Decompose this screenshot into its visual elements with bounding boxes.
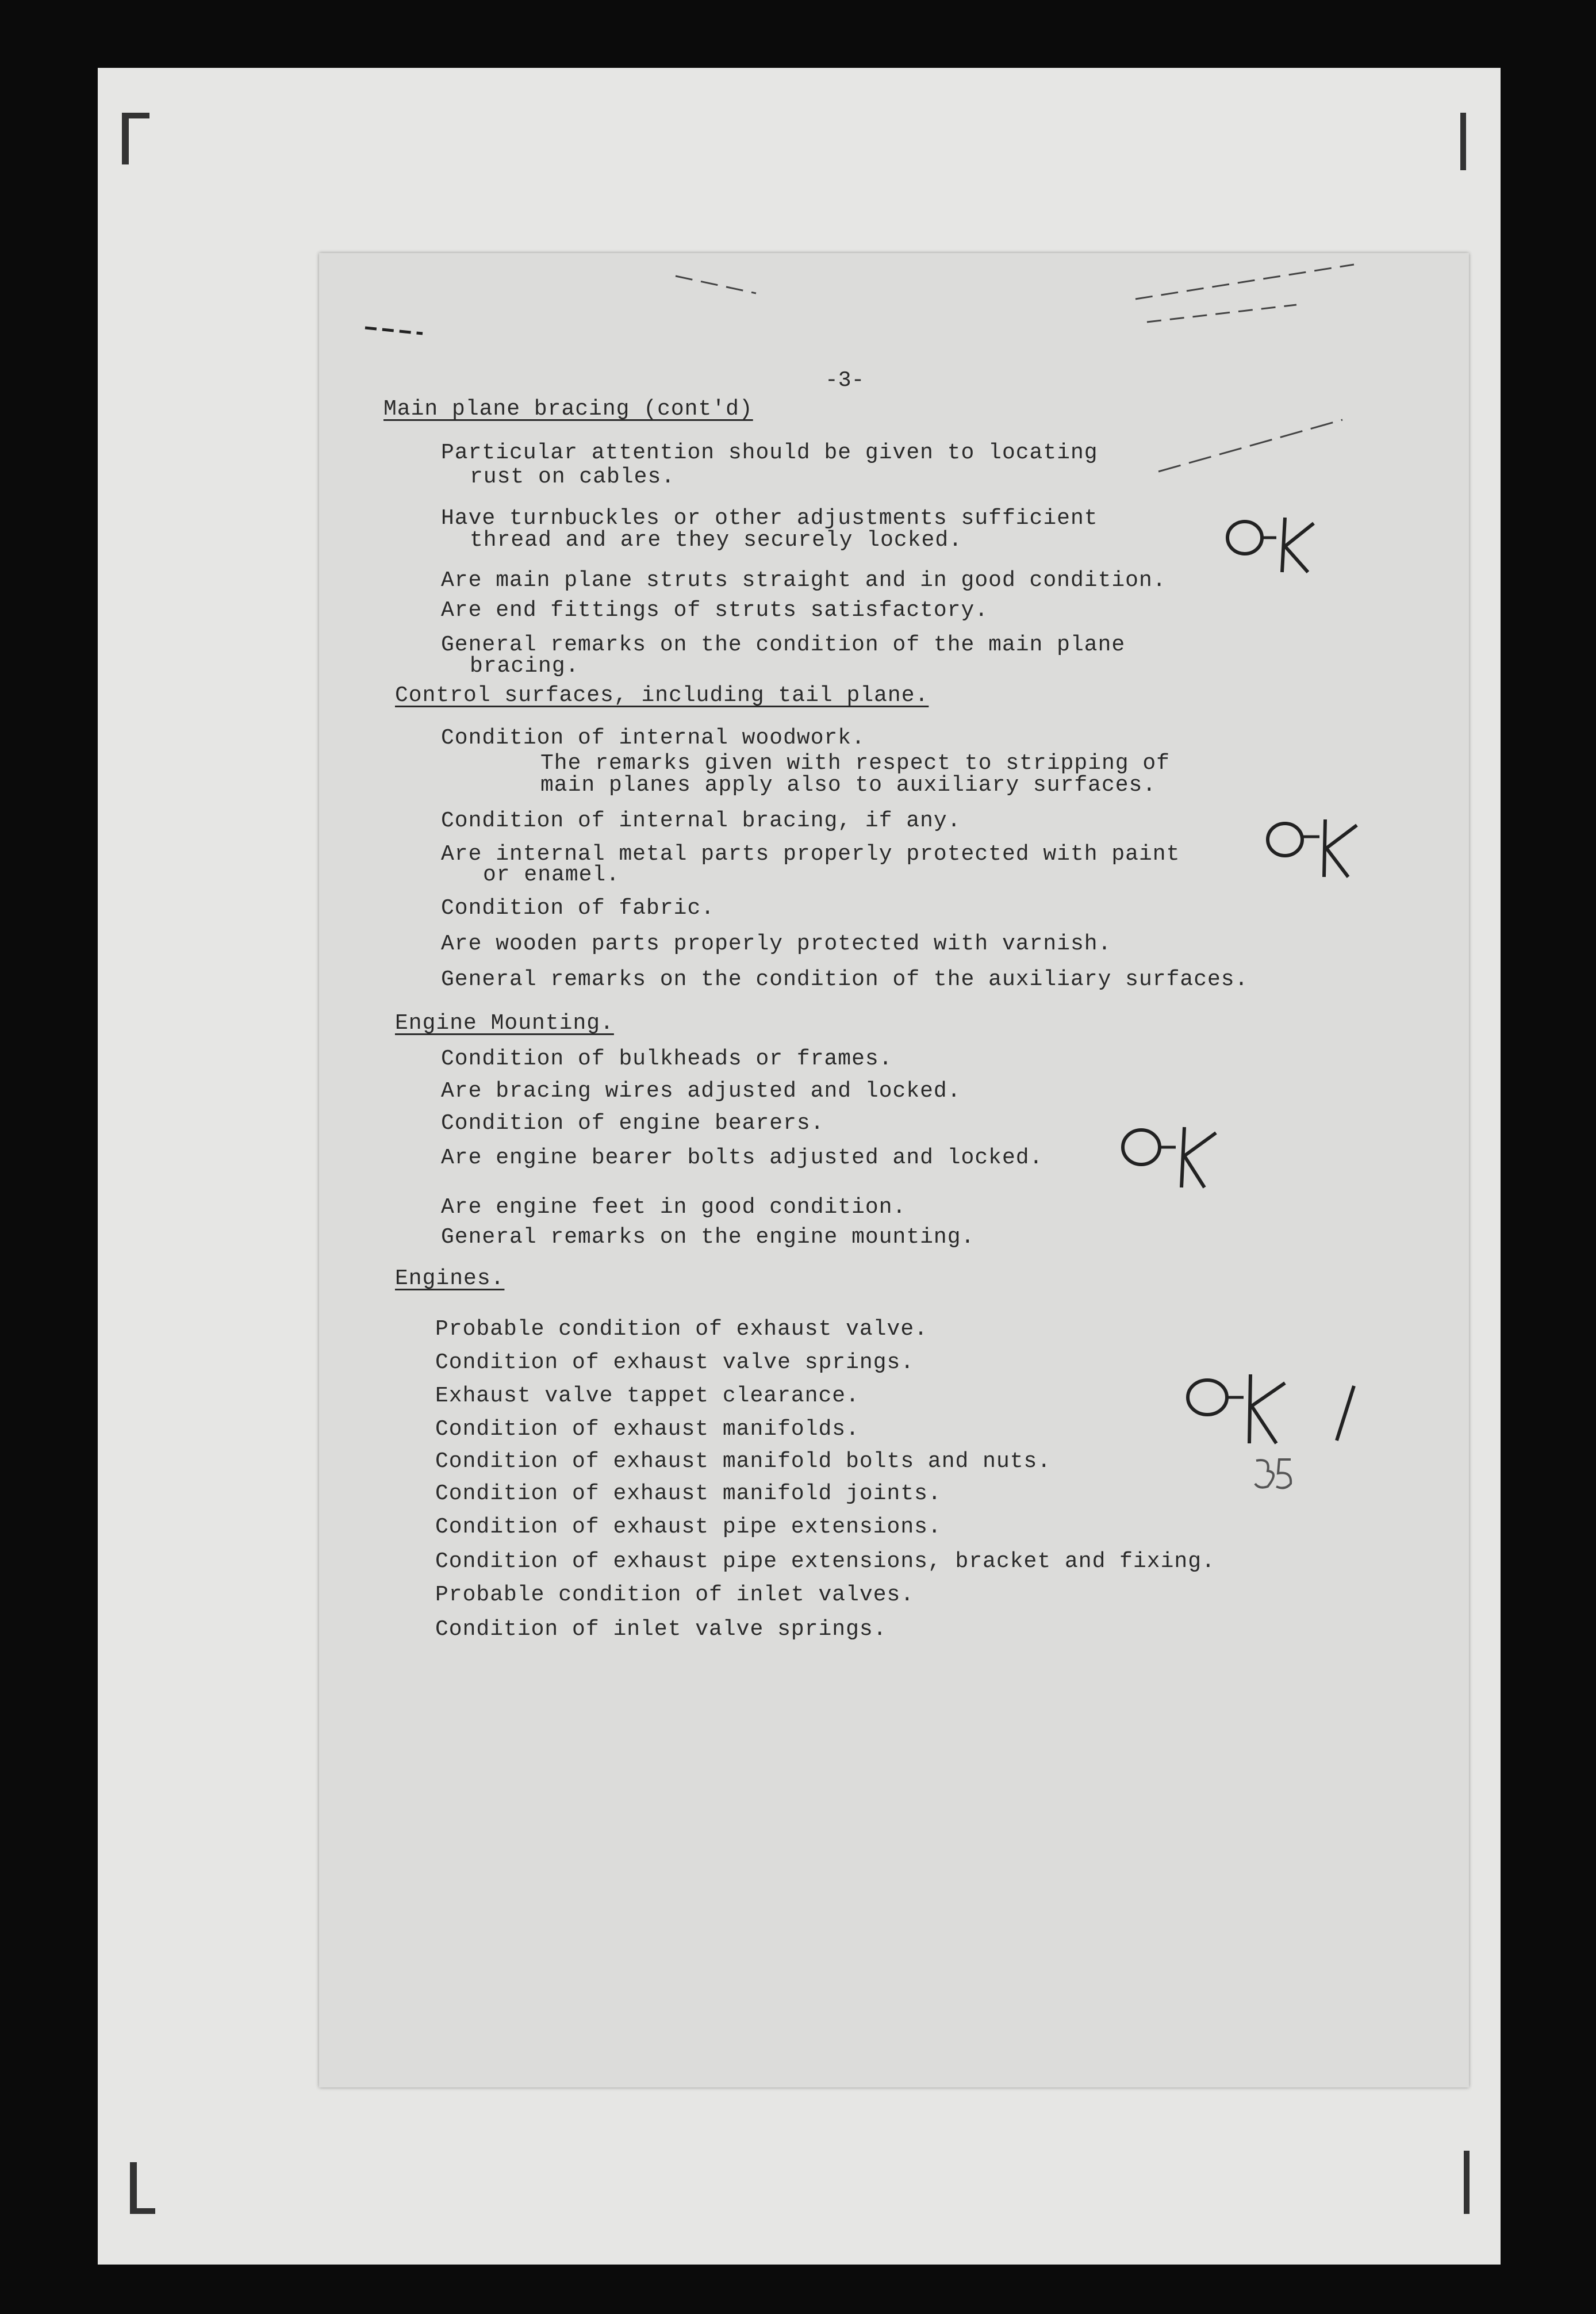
text-line: main planes apply also to auxiliary surfaces. <box>540 773 1157 798</box>
handwritten-ok-mark <box>1118 1116 1233 1196</box>
text-line: Are wooden parts properly protected with varnish. <box>441 932 1112 956</box>
text-line: General remarks on the condition of the auxiliary surfaces. <box>441 967 1249 992</box>
crop-mark-bottom-left-h <box>130 2208 155 2214</box>
text-line: Condition of exhaust manifold joints. <box>435 1481 942 1506</box>
text-line: or enamel. <box>483 863 620 887</box>
text-line: General remarks on the engine mounting. <box>441 1225 975 1250</box>
handwritten-ok-mark <box>1222 506 1337 581</box>
text-line: rust on cables. <box>470 465 676 489</box>
page-number: -3- <box>825 368 865 393</box>
crop-mark-top-left-h <box>122 113 149 118</box>
section-heading: Main plane bracing (cont'd) <box>383 397 753 422</box>
text-line: General remarks on the condition of the main plane <box>441 633 1126 657</box>
text-line: Condition of exhaust pipe extensions, bracket and fixing. <box>435 1549 1215 1574</box>
text-line: Condition of inlet valve springs. <box>435 1617 887 1642</box>
crop-mark-top-left <box>122 113 129 164</box>
text-line: thread and are they securely locked. <box>470 528 962 553</box>
text-line: Probable condition of inlet valves. <box>435 1583 915 1607</box>
text-line: The remarks given with respect to stripping of <box>540 751 1170 776</box>
crop-mark-bottom-left <box>130 2162 137 2214</box>
text-line: Condition of exhaust valve springs. <box>435 1350 915 1375</box>
text-line: Are bracing wires adjusted and locked. <box>441 1079 961 1104</box>
handwritten-ok-mark <box>1181 1363 1371 1455</box>
text-line: Condition of fabric. <box>441 896 715 921</box>
section-heading: Control surfaces, including tail plane. <box>395 683 929 708</box>
text-line: Condition of bulkheads or frames. <box>441 1047 893 1071</box>
text-line: Are end fittings of struts satisfactory. <box>441 598 989 623</box>
text-line: Exhaust valve tappet clearance. <box>435 1384 860 1408</box>
text-line: Are internal metal parts properly protected with paint <box>441 842 1180 867</box>
handwritten-ok-mark <box>1262 811 1377 886</box>
handwritten-number-mark <box>1250 1455 1302 1495</box>
text-line: Are main plane struts straight and in good condition. <box>441 568 1167 593</box>
section-heading: Engine Mounting. <box>395 1011 614 1036</box>
text-line: Probable condition of exhaust valve. <box>435 1317 928 1342</box>
text-line: bracing. <box>470 654 580 679</box>
text-line: Are engine bearer bolts adjusted and locked. <box>441 1145 1043 1170</box>
crop-mark-top-right <box>1460 113 1466 170</box>
text-line: Particular attention should be given to locating <box>441 440 1098 465</box>
text-line: Have turnbuckles or other adjustments sufficient <box>441 506 1098 531</box>
text-line: Condition of exhaust manifolds. <box>435 1417 860 1442</box>
document-page <box>319 253 1469 2087</box>
section-heading: Engines. <box>395 1266 505 1291</box>
text-line: Condition of exhaust pipe extensions. <box>435 1515 942 1539</box>
text-line: Condition of engine bearers. <box>441 1111 824 1136</box>
crop-mark-bottom-right <box>1464 2151 1470 2214</box>
text-line: Are engine feet in good condition. <box>441 1195 907 1220</box>
faint-pencil-marks <box>319 253 1469 483</box>
text-line: Condition of exhaust manifold bolts and nuts. <box>435 1449 1052 1474</box>
text-line: Condition of internal woodwork. <box>441 726 865 750</box>
text-line: Condition of internal bracing, if any. <box>441 809 961 833</box>
